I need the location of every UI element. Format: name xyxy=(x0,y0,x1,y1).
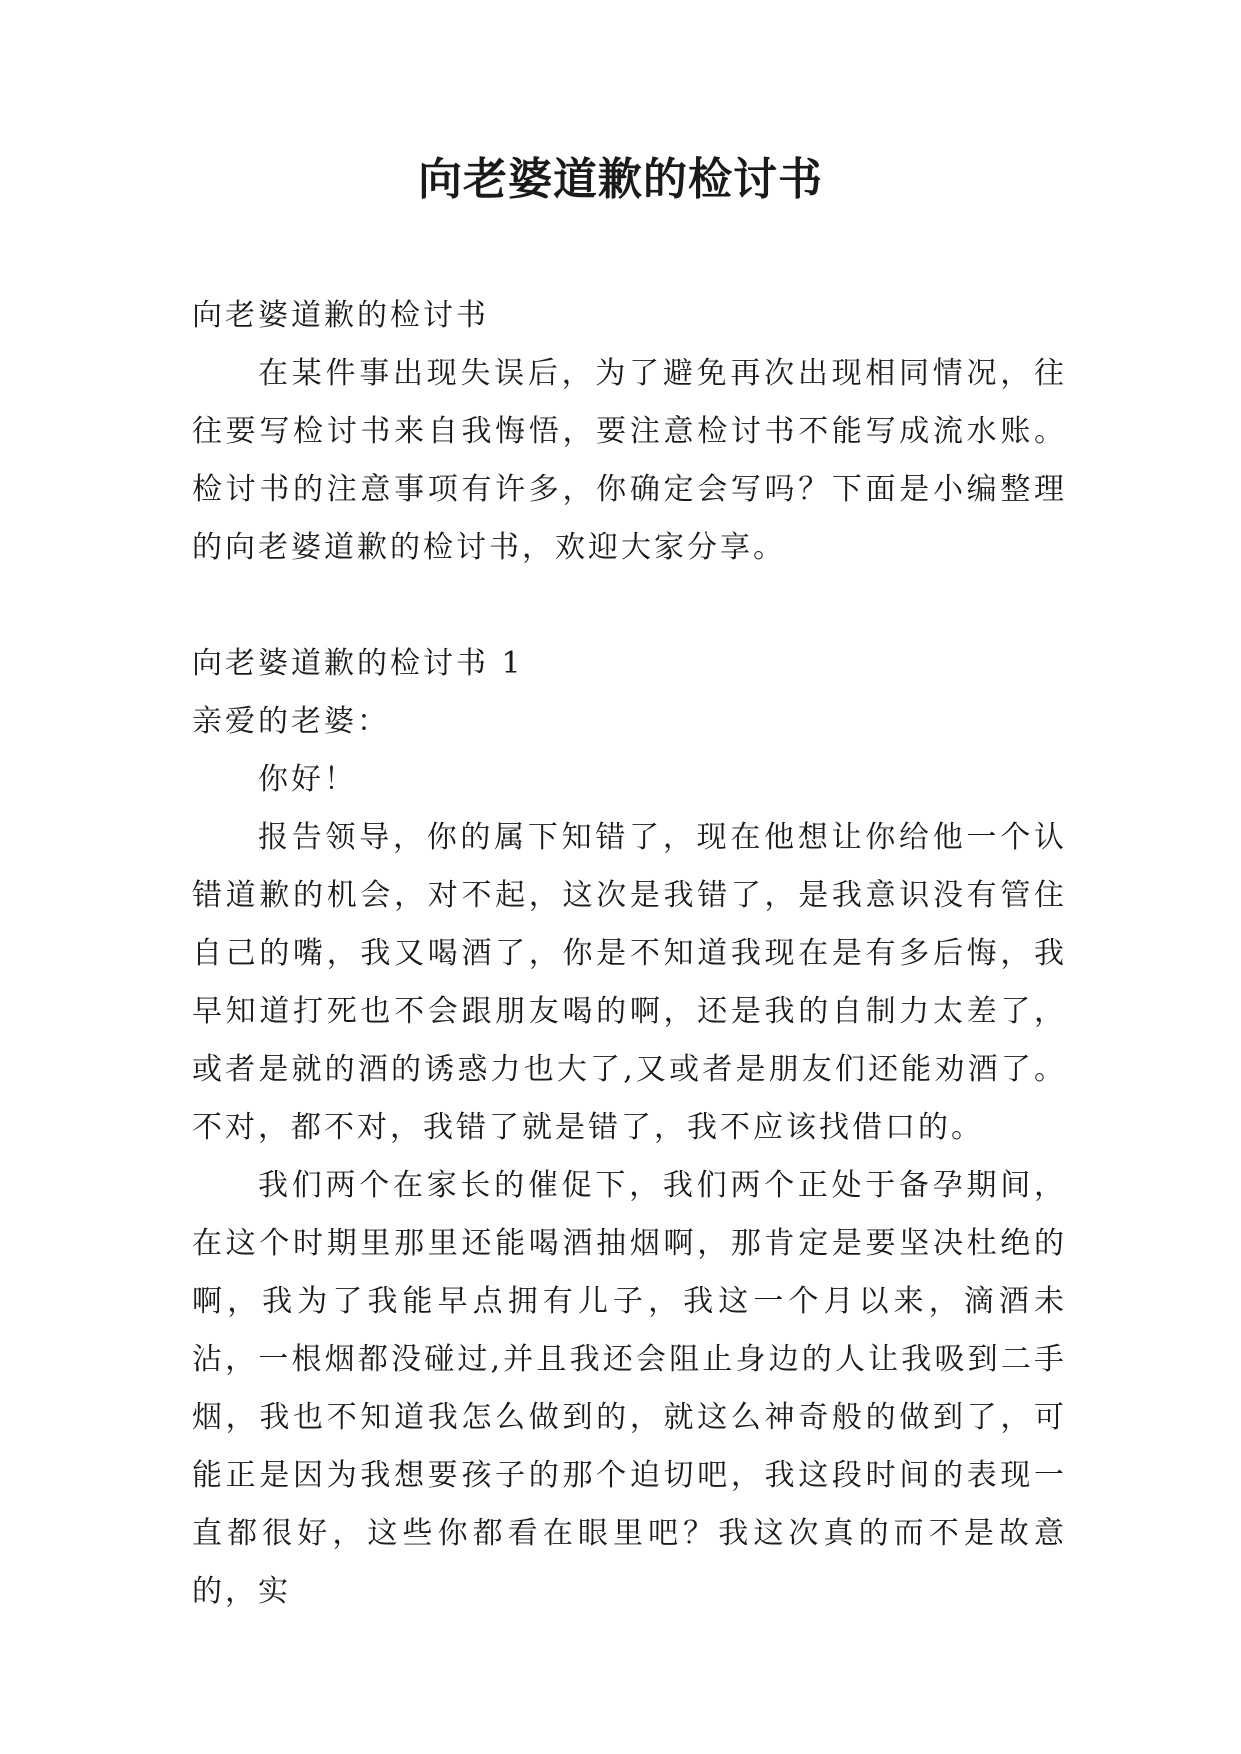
intro-paragraph: 在某件事出现失误后，为了避免再次出现相同情况，往往要写检讨书来自我悔悟，要注意检讨书不能写成流水账。检讨书的注意事项有许多，你确定会写吗？下面是小编整理的向老婆道歉的检讨书，欢迎大家分享。 xyxy=(192,356,1067,565)
section-gap xyxy=(192,577,1067,635)
salutation: 亲爱的老婆： xyxy=(192,704,390,739)
body-paragraph-2: 我们两个在家长的催促下，我们两个正处于备孕期间，在这个时期里那里还能喝酒抽烟啊，那肯定是要坚决杜绝的啊，我为了我能早点拥有儿子，我这一个月以来，滴酒未沾，一根烟都没碰过,并且我还会阻止身边的人让我吸到二手烟，我也不知道我怎么做到的，就这么神奇般的做到了，可能正是因为我想要孩子的那个迫切吧，我这段时间的表现一直都很好，这些你都看在眼里吧？我这次真的而不是故意的，实 xyxy=(192,1168,1067,1609)
body-paragraph-1: 报告领导，你的属下知错了，现在他想让你给他一个认错道歉的机会，对不起，这次是我错了，是我意识没有管住自己的嘴，我又喝酒了，你是不知道我现在是有多后悔，我早知道打死也不会跟朋友喝的啊，还是我的自制力太差了，或者是就的酒的诱惑力也大了,又或者是朋友们还能劝酒了。不对，都不对，我错了就是错了，我不应该找借口的。 xyxy=(192,820,1067,1145)
section-heading: 向老婆道歉的检讨书 1 xyxy=(192,646,524,681)
page-title: 向老婆道歉的检讨书 xyxy=(418,154,823,205)
document-body xyxy=(192,287,1067,1621)
greeting: 你好！ xyxy=(258,762,357,797)
document-subtitle: 向老婆道歉的检讨书 xyxy=(192,298,489,333)
